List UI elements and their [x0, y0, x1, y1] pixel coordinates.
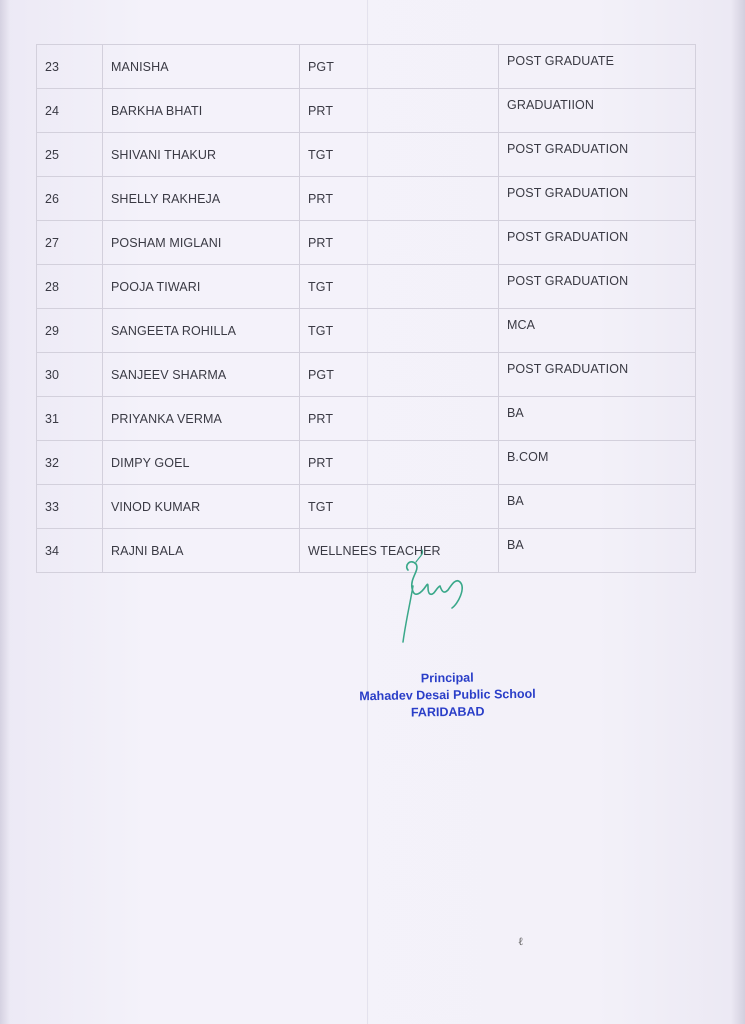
cell-qualification: MCA — [499, 309, 696, 353]
table-row — [37, 221, 696, 265]
stamp-school-name: Mahadev Desai Public School — [359, 686, 536, 704]
principal-stamp — [320, 668, 576, 723]
cell-serial-number: 34 — [37, 529, 103, 573]
table-row — [37, 89, 696, 133]
cell-designation: PRT — [300, 441, 499, 485]
table-row — [37, 353, 696, 397]
cell-serial-number: 28 — [37, 265, 103, 309]
cell-staff-name: VINOD KUMAR — [103, 485, 300, 529]
cell-qualification: BA — [499, 529, 696, 573]
cell-designation: TGT — [300, 133, 499, 177]
cell-qualification: BA — [499, 397, 696, 441]
cell-serial-number: 24 — [37, 89, 103, 133]
cell-serial-number: 29 — [37, 309, 103, 353]
cell-staff-name: MANISHA — [103, 45, 300, 89]
cell-designation: PRT — [300, 221, 499, 265]
cell-staff-name: PRIYANKA VERMA — [103, 397, 300, 441]
cell-staff-name: SHIVANI THAKUR — [103, 133, 300, 177]
cell-serial-number: 23 — [37, 45, 103, 89]
cell-qualification: POST GRADUATION — [499, 221, 696, 265]
cell-staff-name: SANGEETA ROHILLA — [103, 309, 300, 353]
cell-serial-number: 31 — [37, 397, 103, 441]
cell-staff-name: POSHAM MIGLANI — [103, 221, 300, 265]
table-row — [37, 485, 696, 529]
cell-designation: PRT — [300, 397, 499, 441]
signature-icon — [396, 548, 470, 646]
paper-edge-left — [0, 0, 10, 1024]
cell-qualification: POST GRADUATION — [499, 133, 696, 177]
cell-staff-name: DIMPY GOEL — [103, 441, 300, 485]
table-row — [37, 177, 696, 221]
cell-designation: PRT — [300, 177, 499, 221]
table-row — [37, 265, 696, 309]
cell-designation: WELLNEES TEACHER — [300, 529, 499, 573]
cell-qualification: BA — [499, 485, 696, 529]
cell-serial-number: 30 — [37, 353, 103, 397]
paper-speck: ℓ — [518, 935, 524, 948]
table-row — [37, 133, 696, 177]
table-row — [37, 397, 696, 441]
cell-staff-name: SHELLY RAKHEJA — [103, 177, 300, 221]
cell-qualification: POST GRADUATION — [499, 353, 696, 397]
paper-edge-right — [731, 0, 745, 1024]
cell-qualification: POST GRADUATE — [499, 45, 696, 89]
cell-qualification: POST GRADUATION — [499, 177, 696, 221]
cell-designation: PRT — [300, 89, 499, 133]
cell-staff-name: POOJA TIWARI — [103, 265, 300, 309]
cell-designation: TGT — [300, 485, 499, 529]
cell-staff-name: RAJNI BALA — [103, 529, 300, 573]
cell-designation: PGT — [300, 45, 499, 89]
staff-table-body — [37, 45, 696, 573]
cell-serial-number: 32 — [37, 441, 103, 485]
cell-designation: TGT — [300, 309, 499, 353]
cell-serial-number: 25 — [37, 133, 103, 177]
stamp-title: Principal — [420, 670, 474, 686]
cell-serial-number: 27 — [37, 221, 103, 265]
cell-designation: TGT — [300, 265, 499, 309]
cell-staff-name: SANJEEV SHARMA — [103, 353, 300, 397]
cell-qualification: B.COM — [499, 441, 696, 485]
table-row — [37, 309, 696, 353]
table-row — [37, 45, 696, 89]
cell-serial-number: 26 — [37, 177, 103, 221]
table-row — [37, 441, 696, 485]
cell-designation: PGT — [300, 353, 499, 397]
cell-qualification: POST GRADUATION — [499, 265, 696, 309]
stamp-city: FARIDABAD — [410, 704, 485, 720]
staff-table — [36, 44, 696, 573]
cell-serial-number: 33 — [37, 485, 103, 529]
cell-staff-name: BARKHA BHATI — [103, 89, 300, 133]
cell-qualification: GRADUATIION — [499, 89, 696, 133]
table-row — [37, 529, 696, 573]
